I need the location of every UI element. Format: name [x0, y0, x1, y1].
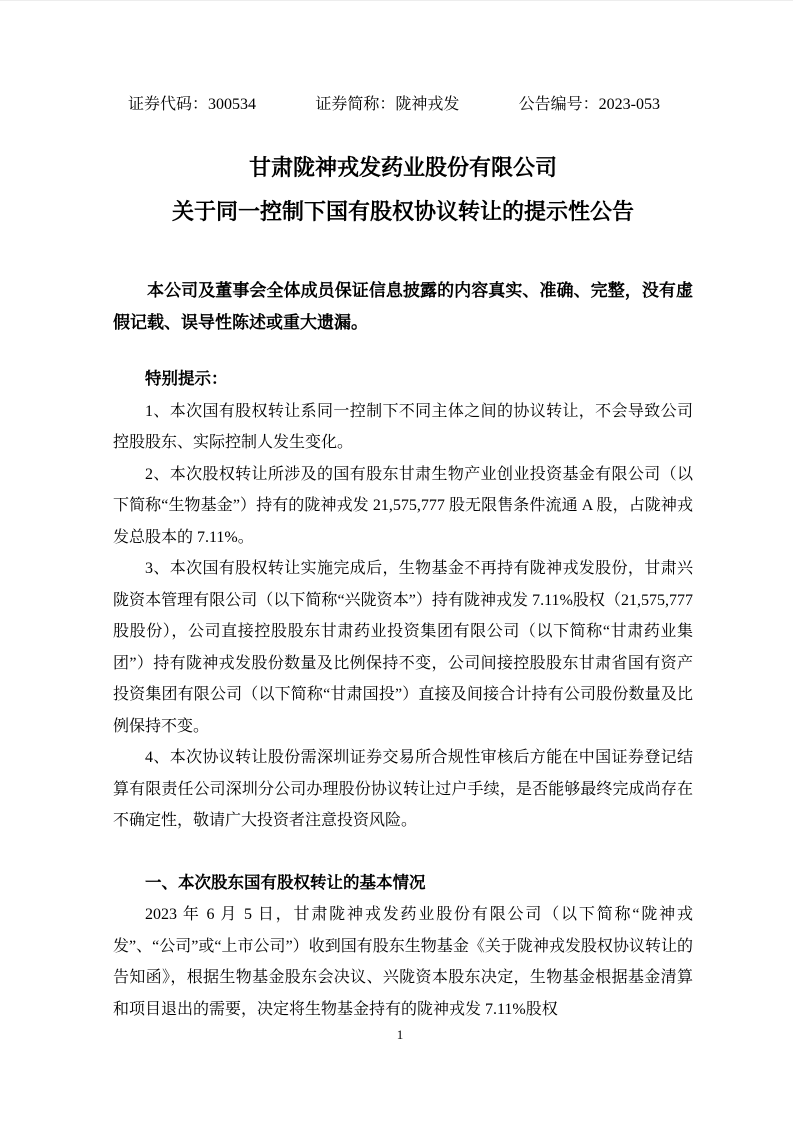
stock-code-value: 300534	[208, 96, 257, 113]
company-name-title: 甘肃陇神戎发药业股份有限公司	[248, 155, 557, 180]
page-number: 1	[396, 1027, 404, 1042]
document-header	[128, 93, 660, 117]
announcement-no-group	[519, 93, 660, 117]
stock-short-name-label: 证券简称：	[315, 96, 396, 113]
announcement-subject-title: 关于同一控制下国有股权协议转让的提示性公告	[171, 199, 634, 224]
announcement-no-label: 公告编号：	[518, 96, 599, 113]
special-notice-heading: 特别提示：	[145, 370, 228, 388]
special-notice-item-1: 1、本次国有股权转让系同一控制下不同主体之间的协议转让，不会导致公司控股股东、实际控制人发生变化。	[113, 402, 693, 451]
stock-short-name-value: 陇神戎发	[395, 96, 460, 113]
integrity-statement: 本公司及董事会全体成员保证信息披露的内容真实、准确、完整，没有虚假记载、误导性陈述或重大遗漏。	[113, 281, 693, 332]
section-one-paragraph: 2023 年 6 月 5 日，甘肃陇神戎发药业股份有限公司（以下简称“陇神戎发”、“公司”或“上市公司”）收到国有股东生物基金《关于陇神戎发股权协议转让的告知函》，根据生物基金股东会决议、兴陇资本股东决定，生物基金根据基金清算和项目退出的需要，决定将生物基金持有的陇神戎发 7.11%股权	[113, 906, 693, 1018]
special-notice-item-2: 2、本次股权转让所涉及的国有股东甘肃生物产业创业投资基金有限公司（以下简称“生物基金”）持有的陇神戎发 21,575,777 股无限售条件流通 A 股，占陇神戎发总股本的 7.11%。	[113, 465, 693, 546]
stock-code-label: 证券代码：	[128, 96, 209, 113]
stock-short-name-group	[315, 93, 459, 117]
stock-code-group	[128, 93, 256, 117]
section-one-heading: 一、本次股东国有股权转让的基本情况	[145, 873, 426, 892]
announcement-no-value: 2023-053	[598, 96, 660, 113]
special-notice-item-3: 3、本次国有股权转让实施完成后，生物基金不再持有陇神戎发股份，甘肃兴陇资本管理有限公司（以下简称“兴陇资本”）持有陇神戎发 7.11%股权（21,575,777 股股份），公司直接控股股东甘肃药业投资集团有限公司（以下简称“甘肃药业集团”）持有陇神戎发股份数量及比例保持不变，公司间接控股股东甘肃省国有资产投资集团有限公司（以下简称“甘肃国投”）直接及间接合计持有公司股份数量及比例保持不变。	[113, 560, 693, 735]
document-body	[113, 364, 693, 1025]
special-notice-item-4: 4、本次协议转让股份需深圳证券交易所合规性审核后方能在中国证券登记结算有限责任公司深圳分公司办理股份协议转让过户手续，是否能够最终完成尚存在不确定性，敬请广大投资者注意投资风险。	[113, 749, 693, 829]
